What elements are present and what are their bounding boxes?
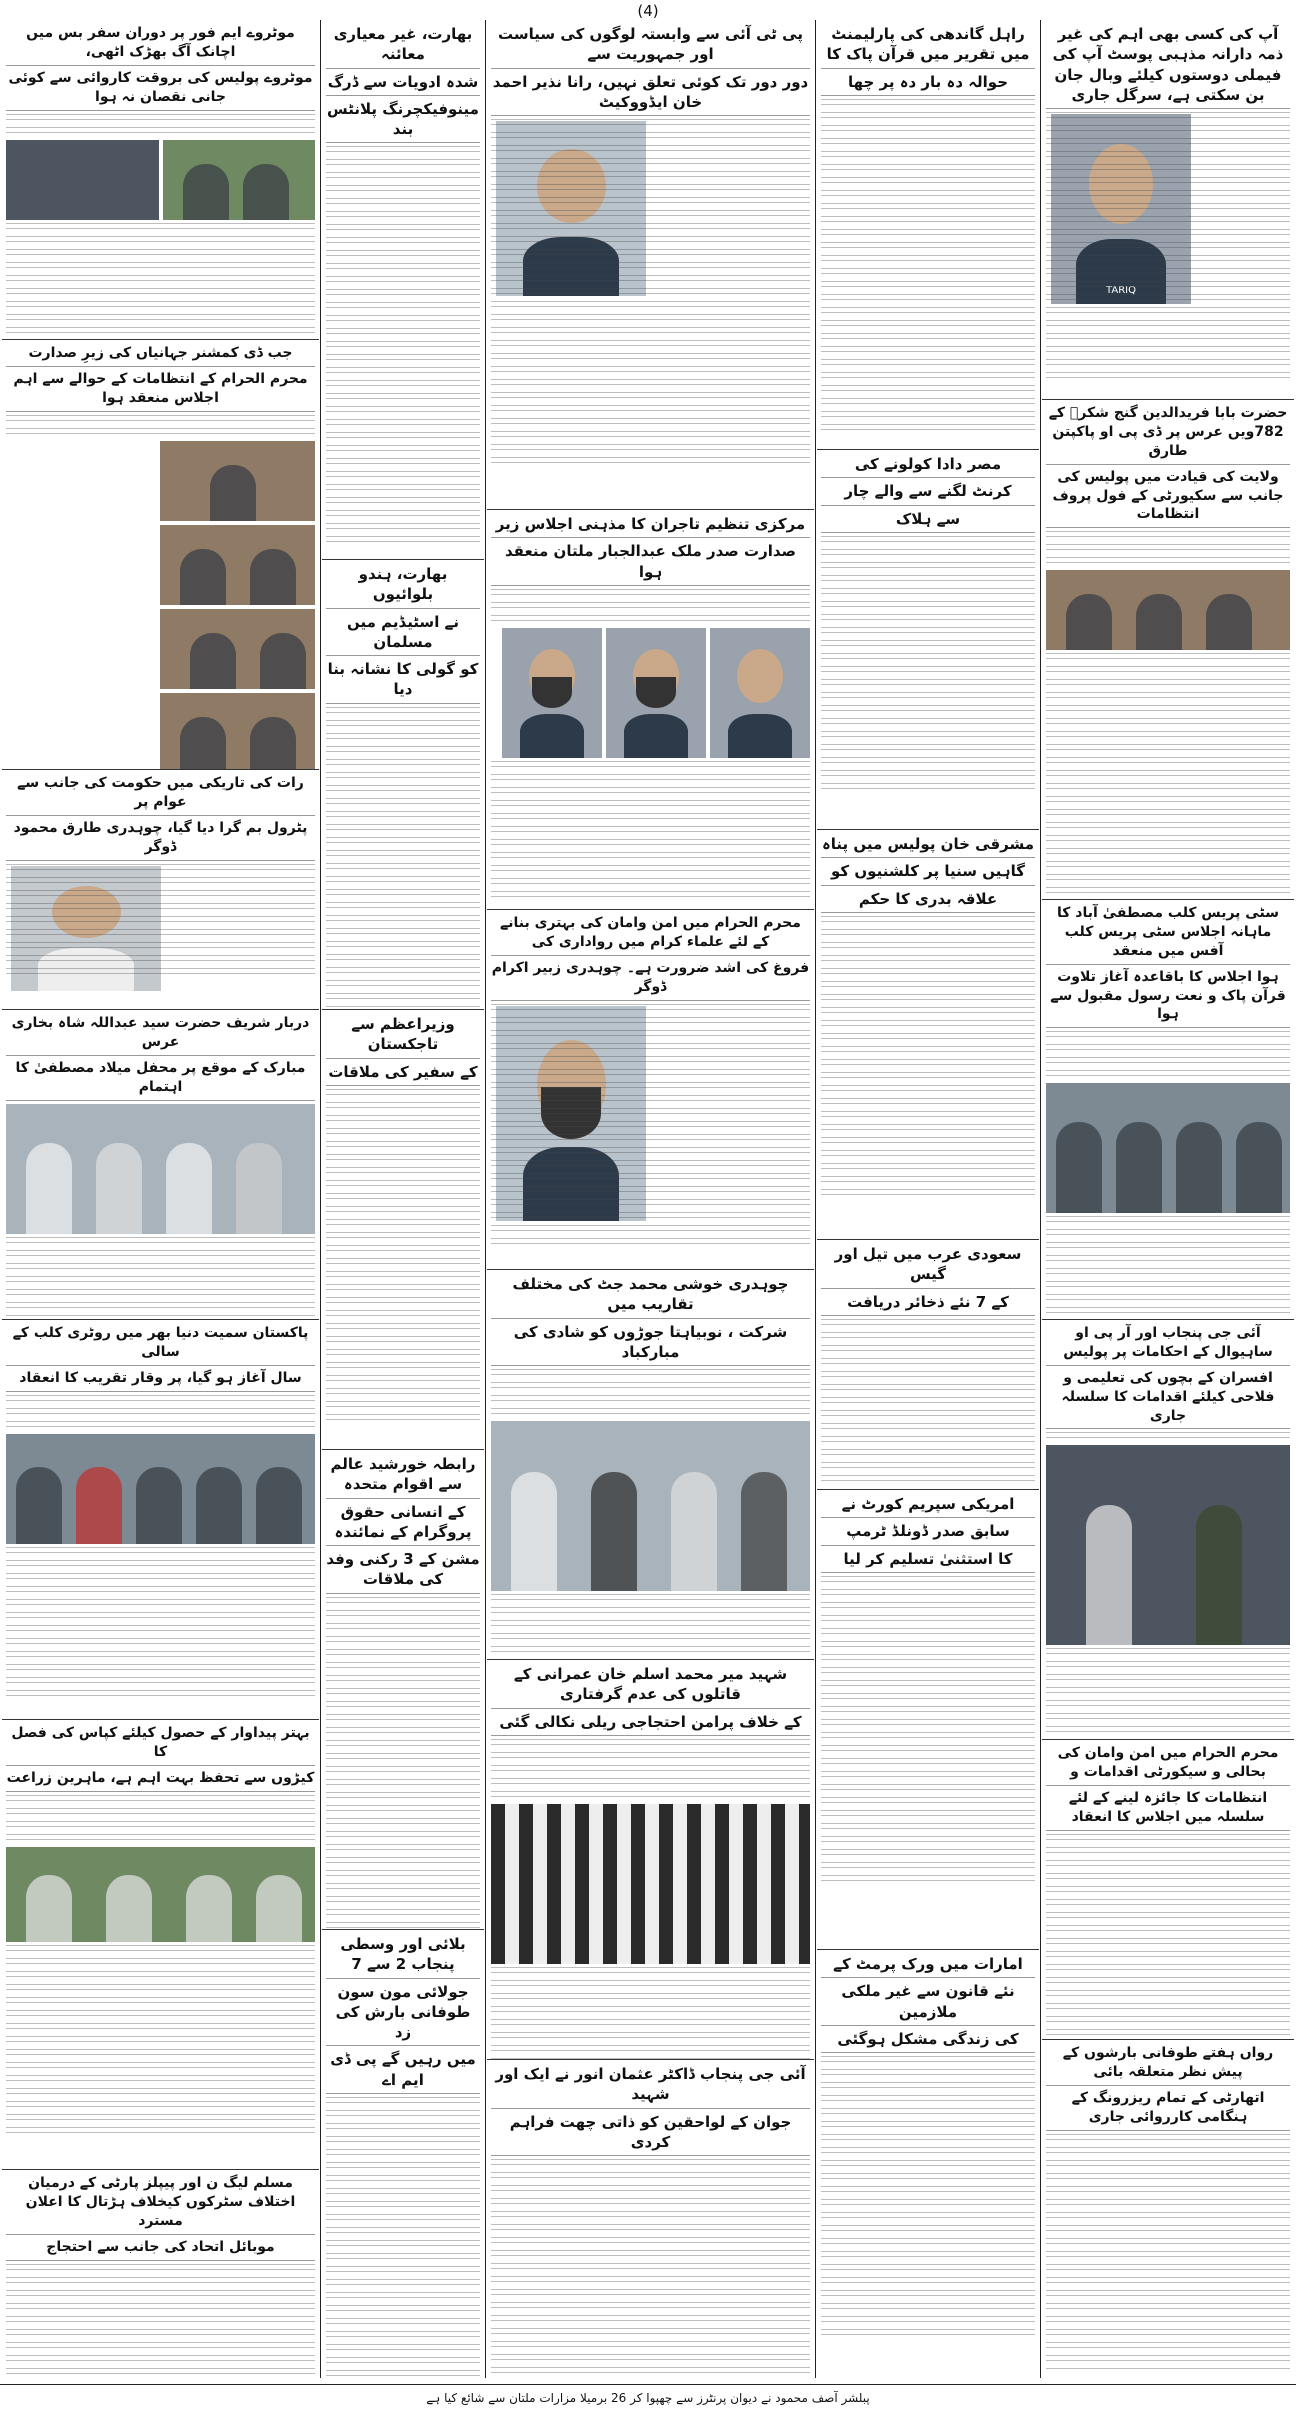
headline: راہل گاندھی کی پارلیمنٹ میں تقریر میں قرآن پاک کا [821,24,1035,69]
motorway-police-photo [163,140,316,220]
headline: بہتر پیداوار کے حصول کیلئے کپاس کی فصل کا [6,1724,315,1766]
article-drugs [322,20,484,560]
headline: رواں ہفتے طوفانی بارشوں کے پیش نظر متعلقہ بائی [1046,2044,1290,2086]
column-5 [2,20,319,2378]
subheadline: کے خلاف پرامن احتجاجی ریلی نکالی گئی [491,1712,810,1736]
headline: موٹروے ایم فور پر دوران سفر بس میں اچانک آگ بھڑک اٹھی، [6,24,315,66]
headline: رات کی تاریکی میں حکومت کی جانب سے عوام پر [6,774,315,816]
subheadline: اتھارٹی کے تمام ریزرونگ کے ہنگامی کارروائی جاری [1046,2089,1290,2131]
headline: چوہدری خوشی محمد جٹ کی مختلف تقاریب میں [491,1274,810,1319]
article-2 [1042,400,1294,900]
publisher-footer: پبلشر آصف محمود نے دیوان پرنٹرز سے چھپوا کر 26 برمیلا مزارات ملتان سے شائع کیا ہے [0,2384,1296,2405]
article-saudi [817,1240,1039,1490]
article-ig-punjab [487,2060,814,2378]
article-cotton [2,1720,319,2170]
headline: حضرت بابا فریدالدین گنج شکرؒ کے 782ویں عرس پر ڈی پی او پاکپتن طارق [1046,404,1290,465]
article-stadium [322,560,484,1010]
headline: محرم الحرام میں امن وامان کی بحالی و سیکورٹی اقدامات و [1046,1744,1290,1786]
headline: سعودی عرب میں تیل اور گیس [821,1244,1035,1289]
article-pm-tajik [322,1010,484,1450]
page-number: (4) [637,2,659,20]
subheadline: دور دور تک کوئی تعلق نہیں، رانا نذیر احمد خان ایڈووکیٹ [491,72,810,117]
headline: پاکستان سمیت دنیا بھر میں روٹری کلب کے سالی [6,1324,315,1366]
subheadline: گاہیں سنیا پر کلشنیوں کو [821,861,1035,885]
subheadline: سابق صدر ڈونلڈ ٹرمپ [821,1521,1035,1545]
article-rotary [2,1320,319,1720]
event-photo [1046,570,1290,650]
column-rule [485,20,486,2378]
subheadline: مبارک کے موقع پر محفل میلاد مصطفیٰ کا اہتمام [6,1059,315,1101]
subheadline: کا استثنیٰ تسلیم کر لیا [821,1549,1035,1573]
headline: شہید میر محمد اسلم خان عمرانی کے قاتلوں کی عدم گرفتاری [491,1664,810,1709]
subheadline: نئے قانون سے غیر ملکی ملازمین [821,1981,1035,2026]
article-pti [487,20,814,510]
subheadline: موٹروے پولیس کی بروقت کاروائی سے کوئی جانی نقصان نہ ہوا [6,69,315,111]
headline: آئی جی پنجاب اور آر پی او ساہیوال کے احکامات پر پولیس [1046,1324,1290,1366]
article-monsoon [322,1930,484,2378]
subheadline: کو گولی کا نشانہ بنا دیا [326,659,480,704]
article-motorway [2,20,319,340]
headline: امارات میں ورک پرمٹ کے [821,1954,1035,1978]
subheadline: علاقہ بدری کا حکم [821,889,1035,913]
article-khushi [487,1270,814,1660]
subheadline: صدارت صدر ملک عبدالجبار ملتان منعقد ہوا [491,541,810,586]
headline: وزیراعظم سے تاجکستان [326,1014,480,1059]
subheadline: موبائل اتحاد کی جانب سے احتجاج [6,2238,315,2261]
subheadline: کرنٹ لگنے سے والے چار [821,481,1035,505]
subheadline: افسران کے بچوں کی تعلیمی و فلاحی کیلئے اقدامات کا سلسلہ جاری [1046,1369,1290,1430]
headline: دربار شریف حضرت سید عبداللہ شاہ بخاری عرس [6,1014,315,1056]
subheadline: نے اسٹیڈیم میں مسلمان [326,612,480,657]
subheadline: کی زندگی مشکل ہوگئی [821,2029,1035,2053]
headline: رابطہ خورشید عالم سے اقوام متحدہ [326,1454,480,1499]
subheadline: ہوا اجلاس کا باقاعدہ آغاز تلاوت قرآن پاک و نعت رسول مقبول سے ہوا [1046,968,1290,1029]
column-3 [487,20,814,2378]
article-6 [1042,2040,1294,2370]
column-2 [817,20,1039,2378]
rotary-photo [6,1434,315,1544]
subheadline: کے 7 نئے ذخائر دریافت [821,1292,1035,1316]
article-urs [2,1010,319,1320]
column-rule [320,20,321,2378]
article-traders [487,510,814,910]
article-rahul [817,20,1039,450]
meeting-photo [160,693,315,770]
headline: آئی جی پنجاب ڈاکٹر عثمان انور نے ایک اور شہید [491,2064,810,2109]
column-rule [1040,20,1041,2378]
subheadline: شرکت ، نوبیاہتا جوڑوں کو شادی کی مبارکباد [491,1322,810,1367]
subheadline: مشن کے 3 رکنی وفد کی ملاقات [326,1549,480,1594]
headline: مرکزی تنظیم تاجران کا مذہنی اجلاس زیر [491,514,810,538]
burnt-bus-photo [6,140,159,220]
article-muharram [487,910,814,1270]
subheadline: فروغ کی اشد ضرورت ہے۔ چوہدری زبیر اکرام ڈوگر [491,959,810,1001]
photo-row [6,140,315,220]
subheadline: پٹرول بم گرا دیا گیا، چوہدری طارق محمود ڈوگر [6,819,315,861]
headline: جب ڈی کمشنر جہانیاں کی زیرِ صدارت [6,344,315,367]
subheadline: ولایت کی قیادت میں پولیس کی جانب سے سکیورٹی کے فول پروف انتظامات [1046,468,1290,529]
mehfil-photo [6,1104,315,1234]
subheadline: جوان کے لواحقین کو ذاتی چھت فراہم کردی [491,2112,810,2157]
police-office-photo [1046,1445,1290,1645]
article-5 [1042,1740,1294,2040]
headline: مصر دادا کولونے کی [821,454,1035,478]
headline: بلائی اور وسطی پنجاب 2 سے 7 [326,1934,480,1979]
name-badge: TARIQ [1106,285,1136,296]
subheadline: کے سفیر کی ملاقات [326,1062,480,1086]
article-3 [1042,900,1294,1320]
subheadline: سے ہلاک [821,509,1035,533]
article-dc-meeting [2,340,319,770]
article-strike [2,2170,319,2378]
press-club-photo [1046,1083,1290,1213]
column-1 [1042,20,1294,2378]
subheadline: سال آغاز ہو گیا، پر وقار تقریب کا انعقاد [6,1369,315,1392]
subheadline: جولائی مون سون طوفانی بارش کی زد [326,1982,480,2047]
column-rule [815,20,816,2378]
subheadline: کیڑوں سے تحفظ بہت اہم ہے، ماہرین زراعت [6,1769,315,1792]
subheadline: کے انسانی حقوق پروگرام کے نمائندہ [326,1502,480,1547]
headline: بھارت، ہندو بلوائیوں [326,564,480,609]
subheadline: حوالہ دہ بار دہ پر چھا [821,72,1035,96]
subheadline: میں رہیں گے پی ڈی ایم اے [326,2049,480,2094]
portrait [710,628,810,758]
article-petrol [2,770,319,1010]
headline: مسلم لیگ ن اور پیپلز پارٹی کے درمیان اختلاف سٹرکوں کیخلاف ہڑتال کا اعلان مسترد [6,2174,315,2235]
article-rally [487,1660,814,2060]
headline: مشرقی خان پولیس میں پناہ [821,834,1035,858]
rally-photo [491,1804,810,1964]
headline: سٹی پریس کلب مصطفیٰ آباد کا ماہانہ اجلاس سٹی پریس کلب آفس میں منعقد [1046,904,1290,965]
subheadline: انتظامات کا جائزہ لینے کے لئے سلسلہ میں اجلاس کا انعقاد [1046,1789,1290,1831]
cotton-field-photo [6,1847,315,1942]
event-photo [491,1421,810,1591]
subheadline: مینوفیکچرنگ پلانٹس بند [326,99,480,144]
meeting-photo [160,525,315,605]
portrait-row [491,628,810,758]
meeting-photo [160,441,315,521]
photo-grid [6,441,315,770]
headline: محرم الحرام میں امن وامان کی بہتری بنانے کے لئے علماء کرام میں رواداری کی [491,914,810,956]
meeting-photo [160,609,315,689]
headline: پی ٹی آئی سے وابستہ لوگوں کی سیاست اور جمہوریت سے [491,24,810,69]
subheadline: محرم الحرام کے انتظامات کے حوالے سے اہم اجلاس منعقد ہوا [6,370,315,412]
article-east-khan [817,830,1039,1240]
subheadline: شدہ ادویات سے ڈرگ [326,72,480,96]
headline: آپ کی کسی بھی اہم کی غیر ذمہ دارانہ مذہبی پوسٹ آپ کی فیملی دوستوں کیلئے وبال جان بن سکتی ہے، سرگل جاری [1046,24,1290,109]
headline: امریکی سپریم کورٹ نے [821,1494,1035,1518]
article-uae [817,1950,1039,2378]
column-4 [322,20,484,2378]
article-egypt [817,450,1039,830]
article-4 [1042,1320,1294,1740]
article-trump [817,1490,1039,1950]
article-1 [1042,20,1294,400]
portrait [606,628,706,758]
article-un-mission [322,1450,484,1930]
portrait [502,628,602,758]
headline: بھارت، غیر معیاری معائنہ [326,24,480,69]
